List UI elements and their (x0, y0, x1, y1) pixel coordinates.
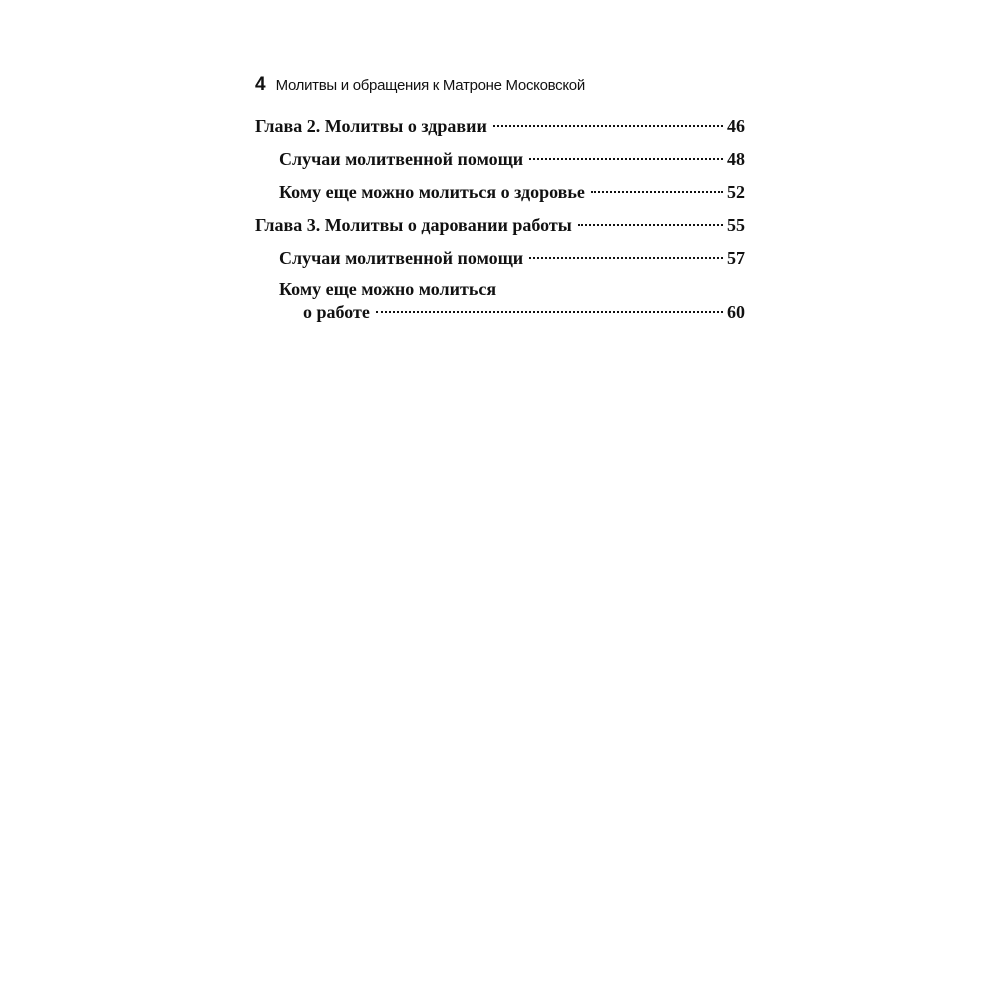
toc-entry-chapter-2[interactable] (255, 112, 745, 145)
toc-entry-page: 48 (727, 149, 745, 169)
toc-entry-who-else-health[interactable] (255, 178, 745, 211)
dot-leader (376, 311, 723, 313)
toc-entry-label: Глава 3. Молитвы о даровании работы (255, 215, 572, 235)
toc-entry-line2 (279, 301, 745, 323)
toc-entry-label: Случаи молитвенной помощи (279, 248, 524, 268)
toc-entry-cases-health[interactable] (255, 145, 745, 178)
toc-entry-chapter-3[interactable] (255, 211, 745, 244)
toc-entry-page: 60 (727, 302, 745, 322)
toc-entry-label: Кому еще можно молиться о здоровье (279, 182, 585, 202)
dot-leader (493, 125, 723, 127)
running-head (255, 72, 745, 98)
page-number: 4 (255, 74, 266, 95)
dot-leader (591, 191, 723, 193)
table-of-contents (255, 112, 745, 323)
book-title: Молитвы и обращения к Матроне Московской (275, 77, 585, 94)
dot-leader (529, 158, 723, 160)
toc-entry-label-line1: Кому еще можно молиться (279, 279, 497, 299)
dot-leader (578, 224, 723, 226)
toc-entry-page: 57 (727, 248, 745, 268)
toc-entry-label-line2: о работе (303, 302, 370, 322)
toc-entry-label: Глава 2. Молитвы о здравии (255, 116, 487, 136)
toc-entry-page: 52 (727, 182, 745, 202)
toc-entry-page: 55 (727, 215, 745, 235)
toc-entry-cases-work[interactable] (255, 244, 745, 277)
toc-entry-page: 46 (727, 116, 745, 136)
dot-leader (529, 257, 723, 259)
toc-entry-label: Случаи молитвенной помощи (279, 149, 524, 169)
toc-entry-who-else-work[interactable] (255, 277, 745, 323)
